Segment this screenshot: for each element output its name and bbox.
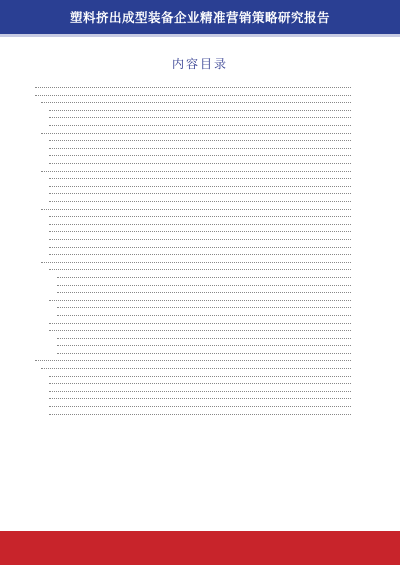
- toc-leader-dots: [49, 376, 351, 377]
- toc-leader-dots: [49, 201, 351, 202]
- toc-entry[interactable]: [34, 120, 352, 128]
- toc-entry[interactable]: [34, 386, 352, 394]
- toc-entry[interactable]: [34, 204, 352, 212]
- toc-leader-dots: [35, 87, 351, 88]
- toc-leader-dots: [57, 285, 351, 286]
- toc-entry[interactable]: [34, 112, 352, 120]
- toc-leader-dots: [49, 330, 351, 331]
- toc-entry[interactable]: [34, 241, 352, 249]
- toc-entry[interactable]: [34, 272, 352, 280]
- toc-entry[interactable]: [34, 295, 352, 303]
- toc-entry[interactable]: [34, 90, 352, 98]
- toc-entry[interactable]: [34, 340, 352, 348]
- toc-leader-dots: [49, 323, 351, 324]
- toc-leader-dots: [35, 360, 351, 361]
- toc-leader-dots: [57, 292, 351, 293]
- toc-entry[interactable]: [34, 196, 352, 204]
- toc-leader-dots: [41, 133, 351, 134]
- toc-leader-dots: [49, 254, 351, 255]
- toc-entry[interactable]: [34, 234, 352, 242]
- toc-entry[interactable]: [34, 143, 352, 151]
- toc-leader-dots: [49, 406, 351, 407]
- toc-entry[interactable]: [34, 249, 352, 257]
- toc-entry[interactable]: [34, 287, 352, 295]
- toc-entry[interactable]: [34, 333, 352, 341]
- toc-leader-dots: [49, 110, 351, 111]
- toc-leader-dots: [57, 338, 351, 339]
- toc-entry[interactable]: [34, 393, 352, 401]
- toc-leader-dots: [41, 171, 351, 172]
- toc-leader-dots: [41, 368, 351, 369]
- toc-leader-dots: [57, 345, 351, 346]
- toc-entry[interactable]: [34, 181, 352, 189]
- report-title: 塑料挤出成型装备企业精准营销策略研究报告: [69, 10, 330, 25]
- toc-entry[interactable]: [34, 409, 352, 417]
- toc-entry[interactable]: [34, 378, 352, 386]
- toc-leader-dots: [49, 125, 351, 126]
- toc-leader-dots: [49, 155, 351, 156]
- toc-entry[interactable]: [34, 264, 352, 272]
- toc-leader-dots: [41, 209, 351, 210]
- toc-entry[interactable]: [34, 135, 352, 143]
- toc-leader-dots: [49, 239, 351, 240]
- toc-entry[interactable]: [34, 325, 352, 333]
- toc-entry[interactable]: [34, 173, 352, 181]
- toc-entry[interactable]: [34, 257, 352, 265]
- toc-leader-dots: [49, 193, 351, 194]
- toc-entry[interactable]: [34, 226, 352, 234]
- report-header-bar: [0, 0, 400, 34]
- toc-entry[interactable]: [34, 348, 352, 356]
- toc-entry[interactable]: [34, 97, 352, 105]
- toc-entry[interactable]: [34, 219, 352, 227]
- toc-leader-dots: [49, 148, 351, 149]
- table-of-contents: [34, 82, 352, 416]
- toc-leader-dots: [49, 186, 351, 187]
- toc-entry[interactable]: [34, 302, 352, 310]
- toc-leader-dots: [35, 95, 351, 96]
- toc-entry[interactable]: [34, 166, 352, 174]
- toc-leader-dots: [49, 178, 351, 179]
- toc-heading: 内容目录: [171, 57, 228, 71]
- footer-bar: [0, 531, 400, 565]
- toc-leader-dots: [41, 262, 351, 263]
- toc-entry[interactable]: [34, 310, 352, 318]
- toc-entry[interactable]: [34, 150, 352, 158]
- toc-entry[interactable]: [34, 128, 352, 136]
- toc-entry[interactable]: [34, 188, 352, 196]
- toc-entry[interactable]: [34, 279, 352, 287]
- toc-entry[interactable]: [34, 317, 352, 325]
- toc-leader-dots: [49, 231, 351, 232]
- toc-leader-dots: [49, 247, 351, 248]
- toc-entry[interactable]: [34, 363, 352, 371]
- toc-leader-dots: [49, 383, 351, 384]
- toc-leader-dots: [57, 353, 351, 354]
- toc-entry[interactable]: [34, 211, 352, 219]
- toc-leader-dots: [57, 307, 351, 308]
- toc-leader-dots: [49, 269, 351, 270]
- toc-entry[interactable]: [34, 82, 352, 90]
- toc-leader-dots: [57, 315, 351, 316]
- toc-leader-dots: [49, 224, 351, 225]
- toc-leader-dots: [49, 414, 351, 415]
- toc-leader-dots: [49, 163, 351, 164]
- header-divider: [0, 34, 400, 37]
- toc-entry[interactable]: [34, 371, 352, 379]
- toc-entry[interactable]: [34, 105, 352, 113]
- toc-leader-dots: [49, 117, 351, 118]
- toc-leader-dots: [49, 398, 351, 399]
- toc-leader-dots: [49, 391, 351, 392]
- toc-leader-dots: [57, 277, 351, 278]
- toc-entry[interactable]: [34, 355, 352, 363]
- toc-entry[interactable]: [34, 158, 352, 166]
- toc-leader-dots: [49, 216, 351, 217]
- toc-leader-dots: [41, 102, 351, 103]
- toc-leader-dots: [49, 300, 351, 301]
- toc-leader-dots: [49, 140, 351, 141]
- toc-entry[interactable]: [34, 401, 352, 409]
